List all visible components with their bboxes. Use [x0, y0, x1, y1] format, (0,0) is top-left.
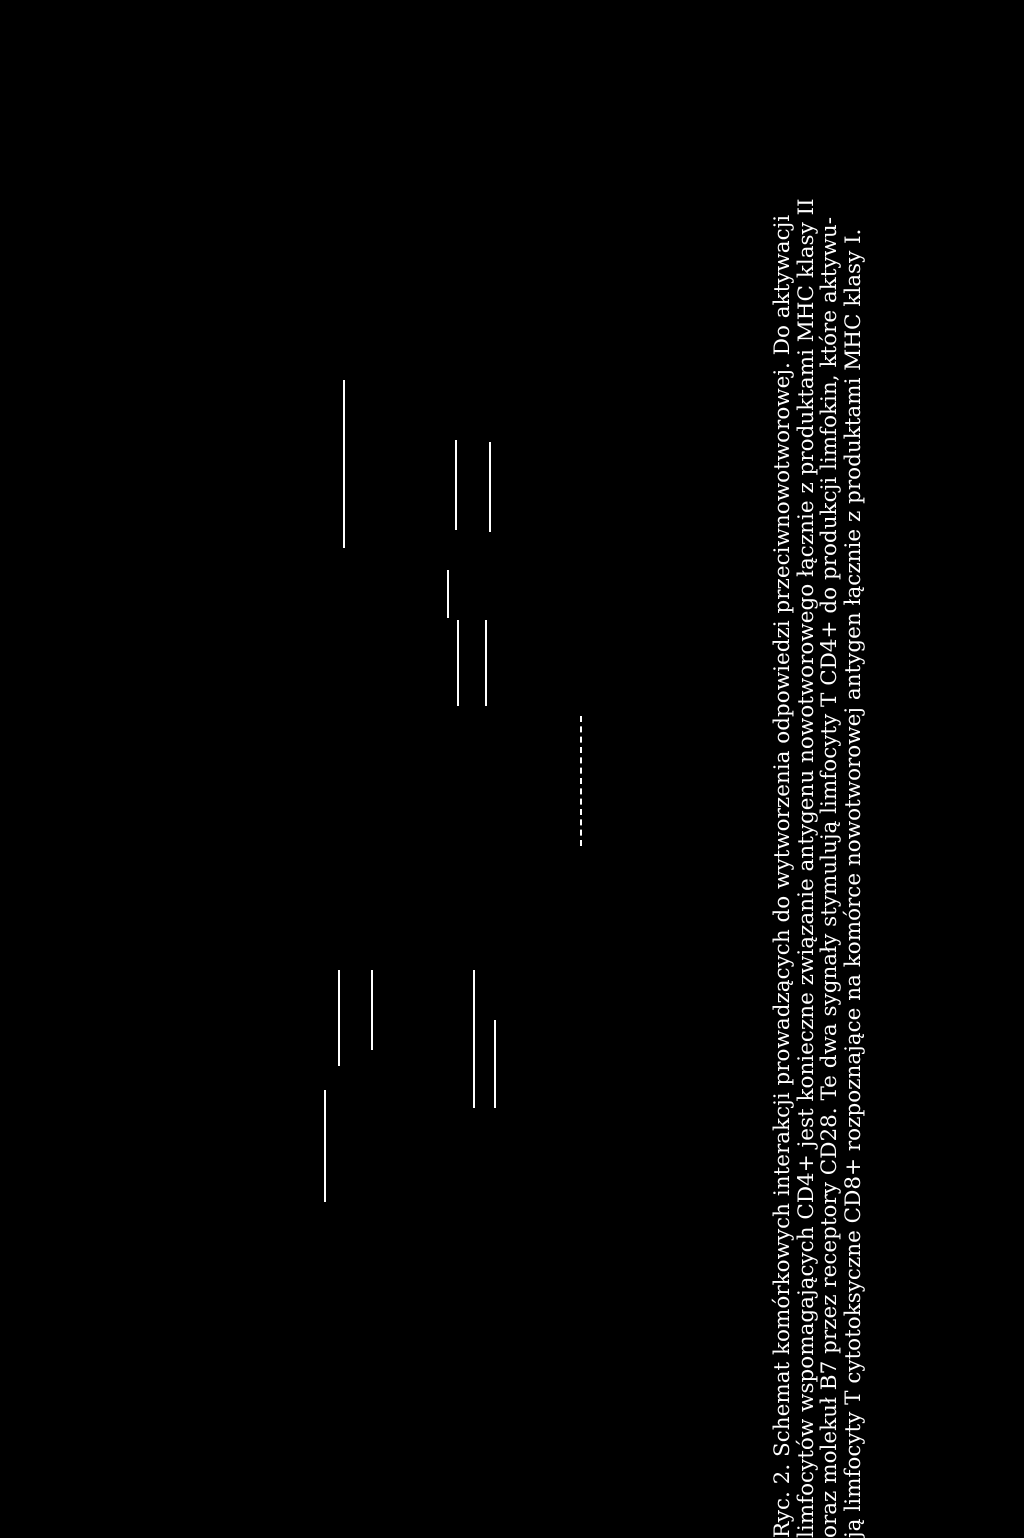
- figure-line: [371, 970, 373, 1050]
- figure-line: [489, 442, 491, 532]
- caption-line-3: oraz molekuł B7 przez receptory CD28. Te dwa sygnały stymulują limfocyty T CD4+ do produkcji limfokin, które aktywu-: [817, 216, 842, 1538]
- figure-dashed-line: [580, 716, 582, 846]
- figure-line: [447, 570, 449, 618]
- caption-line-2: limfocytów wspomagających CD4+ jest konieczne związanie antygenu nowotworowego łącznie z produktami MHC klasy II: [793, 198, 819, 1538]
- figure-line: [473, 970, 475, 1108]
- figure-line: [457, 620, 459, 706]
- figure-line: [455, 440, 457, 530]
- figure-line: [343, 380, 345, 548]
- figure-line: [338, 970, 340, 1066]
- figure-line: [485, 620, 487, 706]
- figure-line: [494, 1020, 496, 1108]
- figure-caption: [771, 0, 865, 1538]
- caption-line-1: Ryc. 2. Schemat komórkowych interakcji prowadzących do wytworzenia odpowiedzi przeciwnowotworowej. Do aktywacji: [770, 214, 795, 1538]
- caption-line-4: ją limfocyty T cytotoksyczne CD8+ rozpoznające na komórce nowotworowej antygen łącznie z produktami MHC klasy I.: [840, 228, 866, 1538]
- figure-line: [324, 1090, 326, 1202]
